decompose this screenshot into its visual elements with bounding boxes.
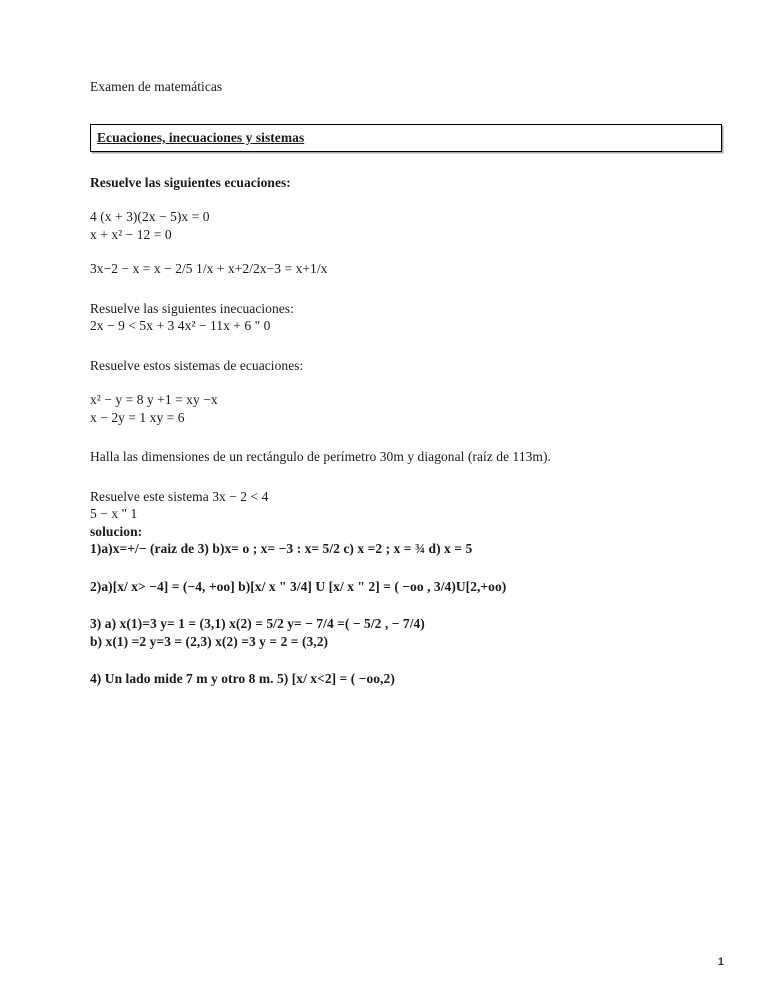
section-heading-text: Ecuaciones, inecuaciones y sistemas [97, 129, 305, 145]
solutions-heading: solucion: [90, 523, 143, 539]
equations-section [90, 174, 724, 278]
solution-item-3a: 3) a) x(1)=3 y= 1 = (3,1) x(2) = 5/2 y= − 7/4 =( − 5/2 , − 7/4) [90, 616, 425, 631]
page-number: 1 [717, 956, 724, 968]
solution-item-4: 4) Un lado mide 7 m y otro 8 m. 5) [x/ x<2] = ( −oo,2) [90, 671, 395, 686]
inequation-line-1: 2x − 9 < 5x + 3 4x² − 11x + 6 " 0 [90, 318, 271, 333]
solution-item-4-section [90, 670, 724, 688]
systems-section [90, 357, 724, 427]
equation-line-1: 4 (x + 3)(2x − 5)x = 0 [90, 209, 210, 224]
inequations-section [90, 300, 724, 335]
prompt-inequations: Resuelve las siguientes inecuaciones: [90, 300, 294, 316]
solution-item-2: 2)a)[x/ x> −4] = (−4, +oo] b)[x/ x " 3/4] U [x/ x " 2] = ( −oo , 3/4)U[2,+oo) [90, 578, 507, 594]
spacer [90, 374, 724, 391]
solution-item-2-section [90, 578, 724, 596]
section-heading-box [90, 124, 722, 152]
document-title: Examen de matemáticas [90, 79, 223, 94]
document-content [90, 78, 724, 688]
equation-line-2: x + x² − 12 = 0 [90, 226, 172, 242]
prompt-systems: Resuelve estos sistemas de ecuaciones: [90, 357, 304, 373]
problem-rectangle: Halla las dimensiones de un rectángulo de perímetro 30m y diagonal (raíz de 113m). [90, 449, 551, 464]
rectangle-problem-section [90, 448, 724, 466]
solution-item-3-section [90, 615, 724, 650]
system-line-2: x − 2y = 1 xy = 6 [90, 409, 185, 425]
spacer [90, 243, 724, 260]
prompt-equations: Resuelve las siguientes ecuaciones: [90, 174, 291, 190]
system-line-1: x² − y = 8 y +1 = xy −x [90, 392, 218, 407]
solution-item-3b: b) x(1) =2 y=3 = (2,3) x(2) =3 y = 2 = (3,2) [90, 633, 329, 649]
last-system-section [90, 488, 724, 558]
prompt-system-last-line-1: Resuelve este sistema 3x − 2 < 4 [90, 488, 269, 504]
equation-line-3: 3x−2 − x = x − 2/5 1/x + x+2/2x−3 = x+1/x [90, 261, 328, 276]
prompt-system-last-line-2: 5 − x " 1 [90, 506, 138, 521]
solution-item-1: 1)a)x=+/− (raiz de 3) b)x= o ; x= −3 : x= 5/2 c) x =2 ; x = ¾ d) x = 5 [90, 541, 473, 556]
spacer [90, 191, 724, 208]
